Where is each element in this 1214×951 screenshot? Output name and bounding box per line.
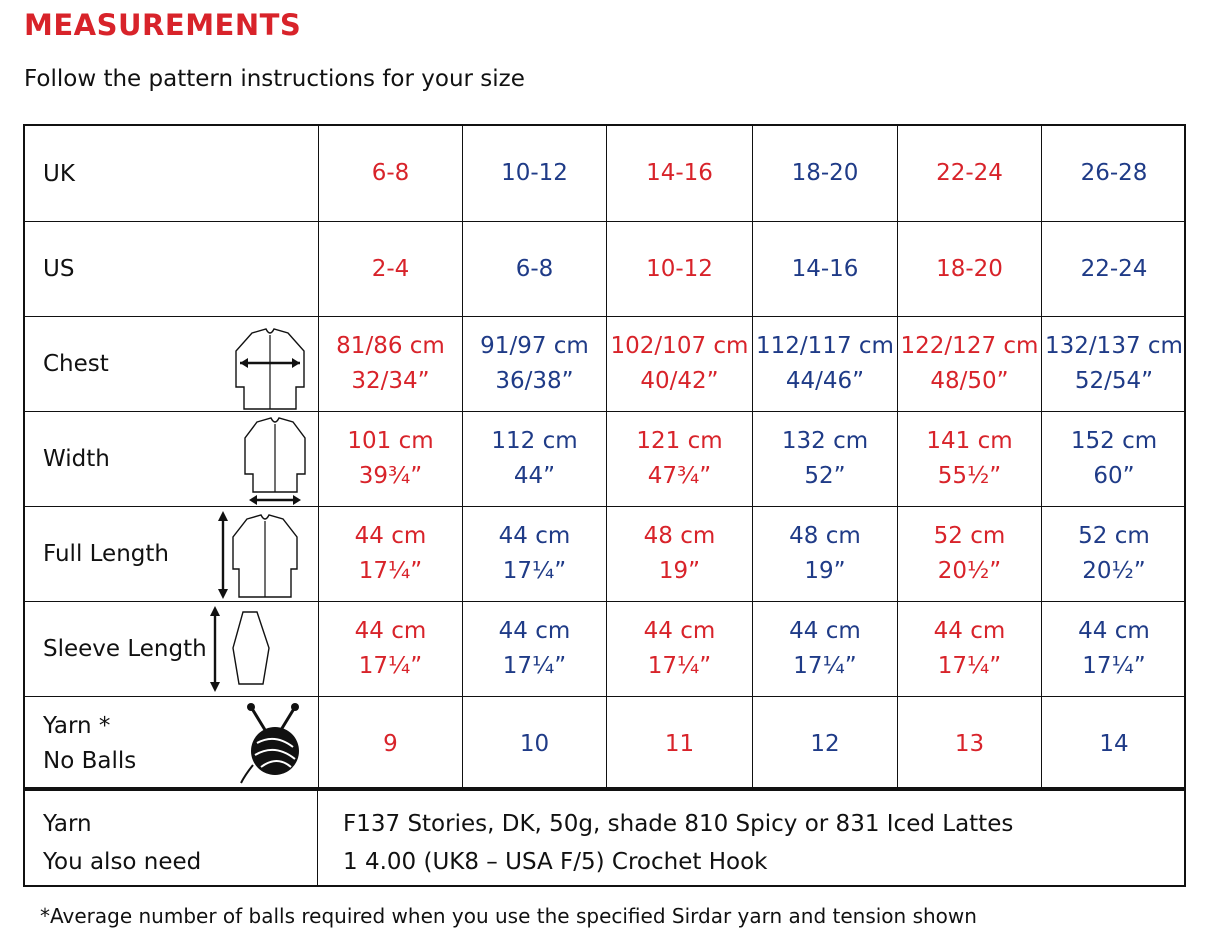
row-label: Sleeve Length: [43, 636, 207, 662]
cell-value: 44 cm: [643, 618, 716, 644]
table-row: [25, 126, 1184, 221]
cell-value: 40/42”: [640, 368, 719, 394]
cardigan-length-icon: [213, 507, 303, 606]
cell-value: 39¾”: [358, 463, 423, 489]
cell-value: 6-8: [515, 255, 554, 282]
cell-value: 22-24: [1080, 255, 1148, 282]
row-label-line: Yarn *: [43, 713, 111, 739]
cell-value: 48 cm: [789, 523, 861, 549]
size-cell: [318, 602, 462, 696]
page-subtitle: Follow the pattern instructions for your size: [24, 66, 525, 92]
size-cell: [897, 317, 1041, 411]
size-cell: [897, 697, 1041, 791]
cell-value: 44”: [513, 463, 556, 489]
cell-value: 44 cm: [498, 618, 571, 644]
yarn-info-table: [23, 789, 1186, 887]
sleeve-length-icon: [207, 602, 287, 701]
cell-value: 52”: [804, 463, 846, 489]
size-cell: [462, 222, 606, 316]
cell-value: 121 cm: [636, 428, 723, 454]
page-title: MEASUREMENTS: [24, 8, 302, 42]
cardigan-width-icon: [235, 412, 315, 511]
size-cell: [752, 697, 897, 791]
size-cell: [1041, 126, 1186, 221]
size-cell: [752, 317, 897, 411]
cell-value: 55½”: [937, 463, 1002, 489]
cell-value: 44 cm: [354, 523, 427, 549]
row-label: Chest: [43, 351, 109, 377]
size-cell: [897, 222, 1041, 316]
cell-value: 32/34”: [351, 368, 430, 394]
cell-value: 19”: [658, 558, 701, 584]
cell-value: 17¼”: [502, 558, 567, 584]
cardigan-chest-icon: [230, 317, 310, 416]
table-row: [25, 221, 1184, 316]
cell-value: 102/107 cm: [610, 333, 749, 359]
cell-value: 44 cm: [789, 618, 861, 644]
cell-value: 52/54”: [1074, 368, 1154, 394]
size-cell: [897, 412, 1041, 506]
size-cell: [1041, 222, 1186, 316]
size-cell: [606, 507, 752, 601]
cell-value: 17¼”: [358, 558, 423, 584]
cell-value: 9: [383, 730, 398, 757]
size-cell: [606, 697, 752, 791]
table-row: [25, 506, 1184, 601]
cell-value: 17¼”: [1082, 653, 1146, 679]
cell-value: 48 cm: [643, 523, 716, 549]
size-cell: [1041, 412, 1186, 506]
size-cell: [1041, 602, 1186, 696]
cell-value: 14: [1099, 730, 1129, 757]
cell-value: 44 cm: [354, 618, 427, 644]
cell-value: 44 cm: [498, 523, 571, 549]
cell-value: 52 cm: [933, 523, 1006, 549]
size-cell: [897, 507, 1041, 601]
size-cell: [752, 222, 897, 316]
cell-value: 13: [954, 730, 985, 757]
row-label: Width: [43, 446, 110, 472]
size-cell: [318, 412, 462, 506]
cell-value: 20½”: [1082, 558, 1146, 584]
cell-value: 20½”: [937, 558, 1002, 584]
size-cell: [462, 697, 606, 791]
cell-value: 14-16: [646, 160, 713, 186]
cell-value: 44/46”: [785, 368, 865, 394]
cell-value: 132 cm: [781, 428, 869, 454]
size-cell: [606, 126, 752, 221]
cell-value: 81/86 cm: [336, 333, 445, 359]
size-cell: [752, 412, 897, 506]
table-row: [25, 696, 1184, 791]
cell-value: 22-24: [936, 160, 1003, 186]
cell-value: 10: [519, 730, 550, 757]
yarn-info-values: [343, 805, 1013, 881]
size-cell: [318, 317, 462, 411]
cell-value: 14-16: [791, 255, 859, 282]
row-label: UK: [43, 160, 75, 187]
cell-value: 2-4: [371, 255, 410, 282]
yarn-label: Yarn: [43, 811, 92, 837]
size-cell: [752, 507, 897, 601]
cell-value: 6-8: [371, 160, 410, 186]
measurements-table: [23, 124, 1186, 789]
size-cell: [897, 126, 1041, 221]
size-cell: [462, 507, 606, 601]
size-cell: [752, 126, 897, 221]
table-row: [25, 601, 1184, 696]
size-cell: [318, 126, 462, 221]
cell-value: 18-20: [936, 255, 1003, 282]
cell-value: 47¾”: [647, 463, 712, 489]
footnote: *Average number of balls required when you use the specified Sirdar yarn and tension shown: [40, 904, 977, 928]
also-need-value: 1 4.00 (UK8 – USA F/5) Crochet Hook: [343, 849, 768, 875]
also-need-label: You also need: [43, 849, 202, 875]
cell-value: 44 cm: [933, 618, 1006, 644]
size-cell: [606, 602, 752, 696]
cell-value: 17¼”: [647, 653, 712, 679]
size-cell: [752, 602, 897, 696]
yarn-info-labels: [25, 791, 318, 885]
cell-value: 26-28: [1080, 160, 1148, 186]
size-cell: [606, 412, 752, 506]
cell-value: 10-12: [646, 255, 713, 282]
cell-value: 152 cm: [1070, 428, 1158, 454]
cell-value: 17¼”: [793, 653, 857, 679]
size-cell: [606, 222, 752, 316]
size-cell: [606, 317, 752, 411]
cell-value: 44 cm: [1078, 618, 1150, 644]
cell-value: 36/38”: [495, 368, 574, 394]
cell-value: 18-20: [791, 160, 859, 186]
cell-value: 48/50”: [930, 368, 1009, 394]
row-label: US: [43, 256, 75, 282]
size-cell: [1041, 507, 1186, 601]
cell-value: 19”: [804, 558, 846, 584]
row-label: Full Length: [43, 541, 169, 567]
size-cell: [897, 602, 1041, 696]
row-label-line: No Balls: [43, 748, 137, 774]
cell-value: 17¼”: [937, 653, 1002, 679]
size-cell: [318, 697, 462, 791]
size-cell: [318, 507, 462, 601]
cell-value: 10-12: [501, 160, 568, 186]
cell-value: 112 cm: [491, 428, 578, 454]
table-row: [25, 411, 1184, 506]
size-cell: [318, 222, 462, 316]
size-cell: [462, 126, 606, 221]
size-cell: [1041, 317, 1186, 411]
size-cell: [462, 602, 606, 696]
size-cell: [1041, 697, 1186, 791]
cell-value: 17¼”: [502, 653, 567, 679]
cell-value: 17¼”: [358, 653, 423, 679]
table-row: [25, 316, 1184, 411]
size-cell: [462, 412, 606, 506]
cell-value: 91/97 cm: [480, 333, 589, 359]
cell-value: 12: [810, 730, 840, 757]
yarn-ball-icon: [237, 703, 307, 789]
cell-value: 60”: [1093, 463, 1135, 489]
cell-value: 141 cm: [926, 428, 1013, 454]
cell-value: 112/117 cm: [756, 333, 894, 359]
cell-value: 101 cm: [347, 428, 434, 454]
cell-value: 52 cm: [1078, 523, 1150, 549]
cell-value: 122/127 cm: [900, 333, 1039, 359]
yarn-value: F137 Stories, DK, 50g, shade 810 Spicy or 831 Iced Lattes: [343, 811, 1014, 837]
cell-value: 132/137 cm: [1045, 333, 1183, 359]
cell-value: 11: [664, 730, 695, 757]
size-cell: [462, 317, 606, 411]
